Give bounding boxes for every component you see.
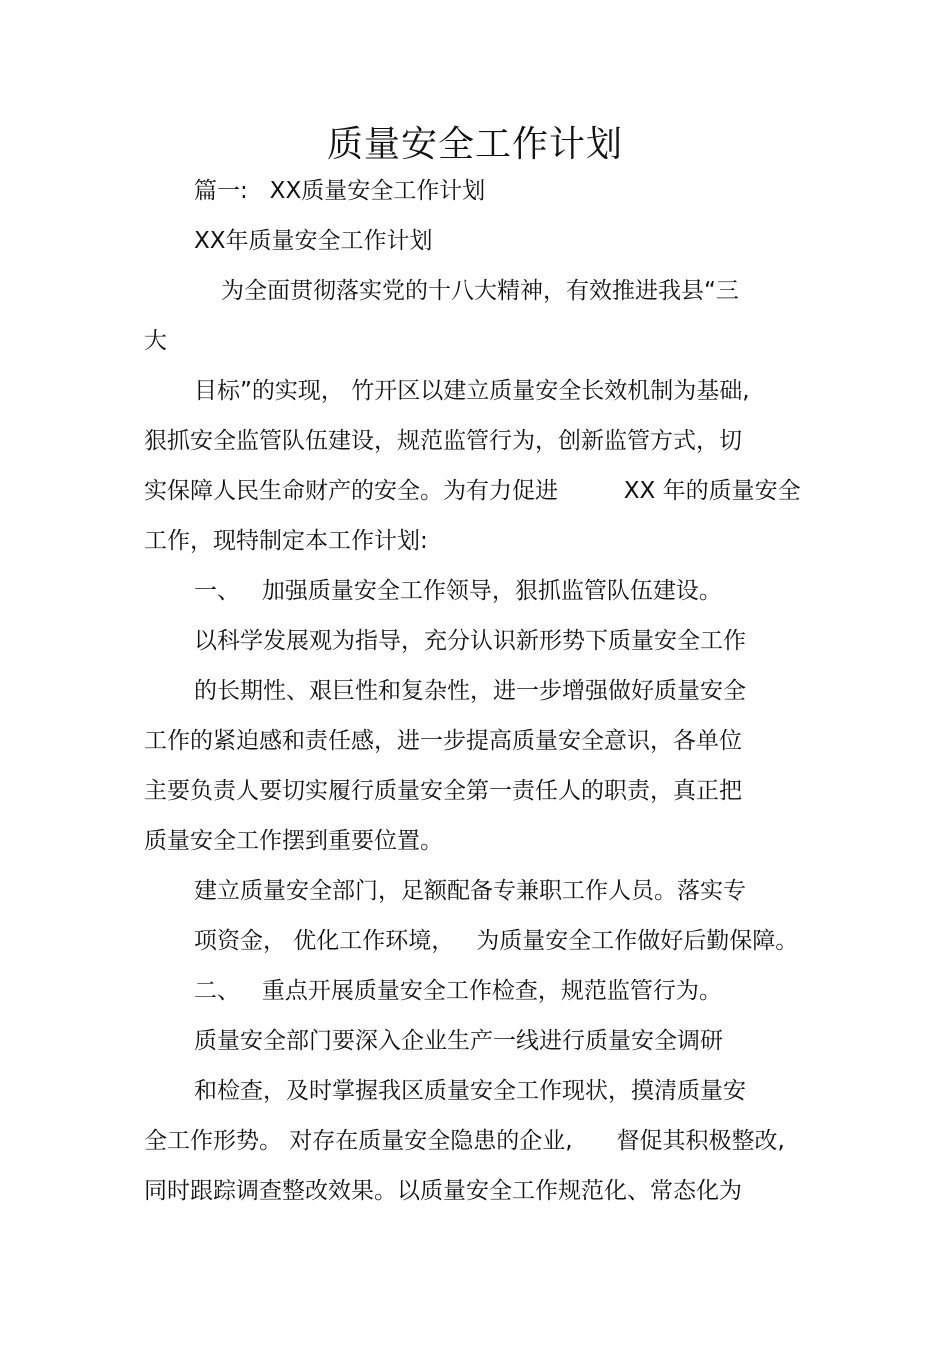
section-heading: 二、 重点开展质量安全工作检查，规范监管行为。	[194, 978, 722, 1004]
body-line: 以科学发展观为指导，充分认识新形势下质量安全工作	[194, 628, 746, 654]
body-line: 大	[144, 328, 167, 354]
body-line: 和检查，及时掌握我区质量安全工作现状，摸清质量安	[194, 1078, 746, 1104]
body-line: 同时跟踪调查整改效果。以质量安全工作规范化、常态化为	[144, 1178, 742, 1204]
document-title: 质量安全工作计划	[326, 124, 623, 165]
body-line: 实保障人民生命财产的安全。为有力促进 XX 年的质量安全	[144, 478, 801, 504]
body-line: 的长期性、艰巨性和复杂性，进一步增强做好质量安全	[194, 678, 746, 704]
subtitle: XX年质量安全工作计划	[194, 228, 433, 254]
body-line: 项资金， 优化工作环境， 为质量安全工作做好后勤保障。	[194, 928, 799, 954]
body-line: 目标”的实现， 竹开区以建立质量安全长效机制为基础,	[194, 378, 750, 404]
body-line: 质量安全工作摆到重要位置。	[144, 828, 443, 854]
section-heading: 一、 加强质量安全工作领导，狠抓监管队伍建设。	[194, 578, 722, 604]
body-line: 工作，现特制定本工作计划:	[144, 528, 428, 554]
body-line: 全工作形势。 对存在质量安全隐患的企业, 督促其积极整改,	[144, 1128, 785, 1154]
body-line: 狠抓安全监管队伍建设，规范监管行为，创新监管方式，切	[144, 428, 742, 454]
body-line: 工作的紧迫感和责任感，进一步提高质量安全意识，各单位	[144, 728, 742, 754]
body-line: 为全面贯彻落实党的十八大精神，有效推进我县“三	[221, 278, 739, 304]
body-line: 建立质量安全部门，足额配备专兼职工作人员。落实专	[194, 878, 746, 904]
section-heading: 篇一: XX质量安全工作计划	[194, 178, 486, 204]
body-line: 主要负责人要切实履行质量安全第一责任人的职责，真正把	[144, 778, 742, 804]
body-line: 质量安全部门要深入企业生产一线进行质量安全调研	[194, 1028, 723, 1054]
